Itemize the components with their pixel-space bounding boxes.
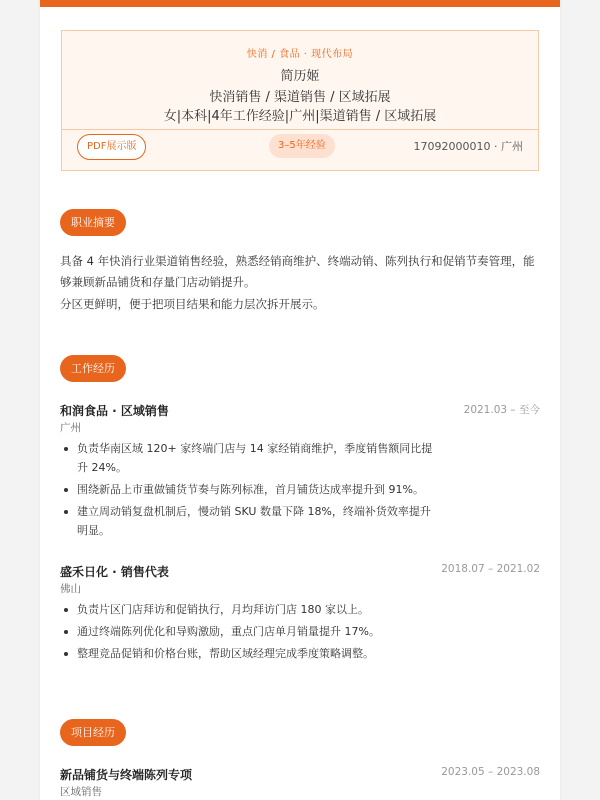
target-positions: 快消销售 / 渠道销售 / 区域拓展 [209,90,391,105]
job-bullets [60,439,440,543]
category-tag: 快消 / 食品 · 现代布局 [246,49,354,60]
candidate-profile-line: 女|本科|4年工作经验|广州|渠道销售 / 区域拓展 [163,109,437,124]
job-title: 和润食品 · 区域销售 [60,404,169,418]
section-title-projects: 项目经历 [60,719,126,746]
resume-page [40,0,560,800]
job-bullet: 建立周动销复盘机制后，慢动销 SKU 数量下降 18%，终端补货效率提升明显。 [60,502,440,540]
job-bullet: 整理竞品促销和价格台账，帮助区域经理完成季度策略调整。 [60,644,440,663]
resume-header-card [61,30,539,171]
job-bullet: 负责片区门店拜访和促销执行，月均拜访门店 180 家以上。 [60,600,440,619]
contact-info: 17092000010 · 广州 [413,140,523,153]
experience-badge: 3–5年经验 [269,134,335,158]
job-bullet: 围绕新品上市重做铺货节奏与陈列标准，首月铺货达成率提升到 91%。 [60,480,440,499]
job-bullet: 通过终端陈列优化和导购激励，重点门店单月销量提升 17%。 [60,622,440,641]
summary-note: 分区更鲜明，便于把项目结果和能力层次拆开展示。 [60,297,325,311]
job-location: 广州 [60,422,81,434]
job-bullet: 负责华南区域 120+ 家终端门店与 14 家经销商维护，季度销售额同比提升 24%。 [60,439,440,477]
accent-top-bar [40,0,560,7]
job-title: 盛禾日化 · 销售代表 [60,565,169,579]
job-date: 2021.03 – 至今 [463,404,540,416]
candidate-name: 简历姬 [280,69,320,84]
header-divider [62,129,538,130]
job-bullets [60,600,440,666]
job-date: 2018.07 – 2021.02 [441,563,540,575]
project-role: 区域销售 [60,786,102,798]
section-title-work: 工作经历 [60,355,126,382]
pdf-version-button[interactable]: PDF展示版 [77,134,146,160]
project-date: 2023.05 – 2023.08 [441,766,540,778]
section-title-summary: 职业摘要 [60,209,126,236]
project-title: 新品铺货与终端陈列专项 [60,768,193,782]
summary-paragraph: 具备 4 年快消行业渠道销售经验，熟悉经销商维护、终端动销、陈列执行和促销节奏管理，能够兼顾新品铺货和存量门店动销提升。 [60,254,535,289]
job-location: 佛山 [60,583,81,595]
